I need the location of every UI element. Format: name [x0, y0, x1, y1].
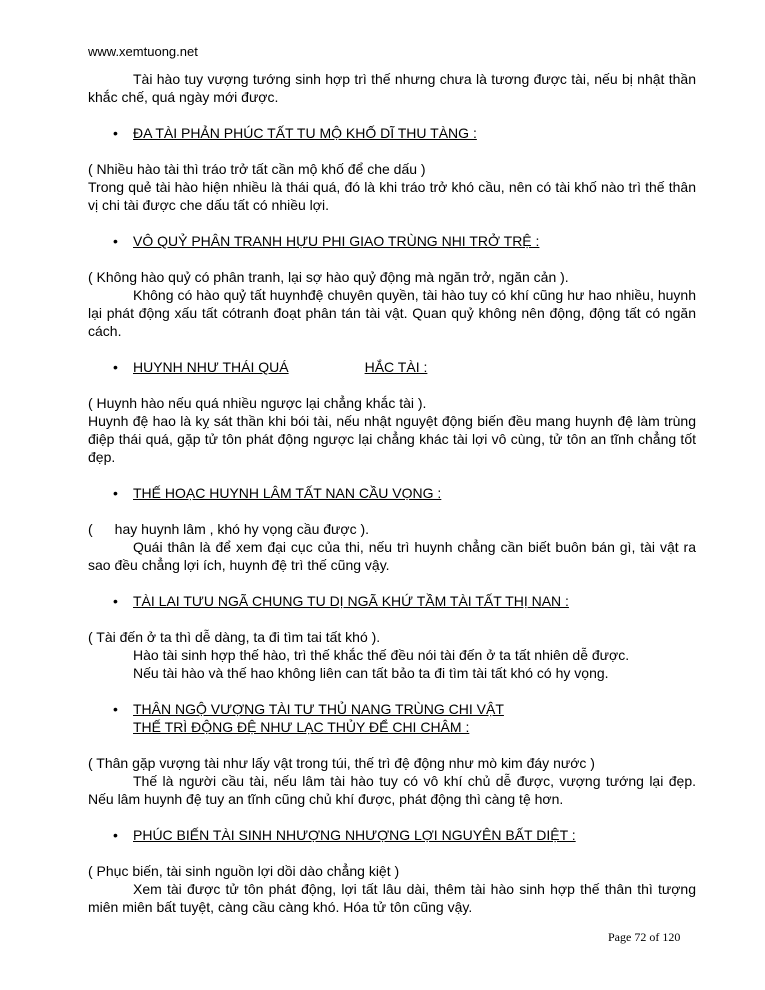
section-3-subtitle: ( Huynh hào nếu quá nhiều ngược lại chẳng khắc tài ). [88, 395, 427, 411]
section-5-body-1: Hào tài sinh hợp thế hào, trì thế khắc thế đều nói tài đến ở ta tất nhiên dễ được. [133, 647, 630, 663]
section-heading-6: • THÂN NGỘ VƯỢNG TÀI TƯ THỦ NANG TRÙNG CHI VẬT [113, 701, 504, 717]
document-body [88, 70, 696, 916]
section-6-body: Thế là người cầu tài, nếu lâm tài hào tuy có vô khí chủ dễ được, vượng tướng lại đẹp. Nếu lâm huynh đệ tuy an tĩnh cũng chủ khí được, phát động thì càng tệ hơn. [88, 773, 696, 807]
section-2-body: Không có hào quỷ tất huynhđệ chuyên quyền, tài hào tuy có khí cũng hư hao nhiều, huynh lại phát động xấu tất cótranh đoạt phân tán tài vật. Quan quỷ không nên động, động tất có ngăn cách. [88, 287, 696, 339]
section-5-subtitle: ( Tài đến ở ta thì dễ dàng, ta đi tìm tai tất khó ). [88, 629, 381, 645]
section-heading-2: • VÔ QUỶ PHÂN TRANH HỰU PHI GIAO TRÙNG NHI TRỞ TRỆ : [113, 233, 540, 249]
section-5-body-2: Nếu tài hào và thế hao không liên can tất bảo ta đi tìm tài tất khó có hy vọng. [133, 665, 609, 681]
section-7-subtitle: ( Phục biến, tài sinh nguồn lợi dồi dào chẳng kiệt ) [88, 863, 400, 879]
section-2-subtitle: ( Không hào quỷ có phân tranh, lại sợ hào quỷ động mà ngăn trở, ngăn cản ). [88, 269, 569, 285]
section-4-subtitle: ( hay huynh lâm , khó hy vọng cầu được ). [88, 521, 370, 537]
paragraph-intro: Tài hào tuy vượng tướng sinh hợp trì thế nhưng chưa là tương được tài, nếu bị nhật thần khắc chế, quá ngày mới được. [88, 71, 696, 105]
section-1-body: Trong quẻ tài hào hiện nhiều là thái quá, đó là khi tráo trở khó cầu, nên có tài khố nào trì thế thân vị chi tài được che dấu tất có nhiều lợi. [88, 179, 696, 213]
section-heading-3: • HUYNH NHƯ THÁI QUÁ HẮC TÀI : [113, 359, 428, 375]
page-number: Page 72 of 120 [608, 930, 681, 944]
section-heading-7: • PHÚC BIẾN TÀI SINH NHƯỢNG NHƯỢNG LỢI NGUYÊN BẤT DIỆT : [113, 827, 576, 843]
section-heading-6-line-2: THẾ TRÌ ĐỘNG ĐỆ NHƯ LẠC THỦY ĐỂ CHI CHÂM : [133, 719, 470, 735]
section-1-subtitle: ( Nhiều hào tài thì tráo trở tất cần mộ khố để che dấu ) [88, 161, 426, 177]
section-heading-4: • THẾ HOẠC HUYNH LÂM TẤT NAN CẦU VỌNG : [113, 485, 442, 501]
section-heading-1: • ĐA TÀI PHẢN PHÚC TẤT TU MỘ KHỐ DĨ THU TÀNG : [113, 125, 477, 141]
section-4-body: Quái thân là để xem đại cục của thi, nếu trì huynh chẳng cần biết buôn bán gì, tài vật ra sao đều chẳng lợi ích, huynh đệ trì thế cũng vậy. [88, 539, 696, 573]
section-3-body: Huynh đệ hao là kỵ sát thần khi bói tài, nếu nhật nguyệt động biến đều mang huynh đệ làm trùng điệp thái quá, gặp tử tôn phát động ngược lại chẳng khác tài lợi vô cùng, tử tôn an tĩnh chẳng tốt đẹp. [88, 413, 696, 465]
site-url: www.xemtuong.net [88, 44, 198, 59]
section-7-body: Xem tài được tử tôn phát động, lợi tất lâu dài, thêm tài hào sinh hợp thế thân thì tượng miên miên bất tuyệt, càng cầu càng khó. Hóa tử tôn cũng vậy. [88, 881, 696, 915]
section-6-subtitle: ( Thân gặp vượng tài như lấy vật trong túi, thế trì đệ động như mò kim đáy nước ) [88, 755, 595, 771]
section-heading-5: • TÀI LAI TƯU NGÃ CHUNG TU DỊ NGÃ KHỨ TẦM TÀI TẤT THỊ NAN : [113, 593, 569, 609]
